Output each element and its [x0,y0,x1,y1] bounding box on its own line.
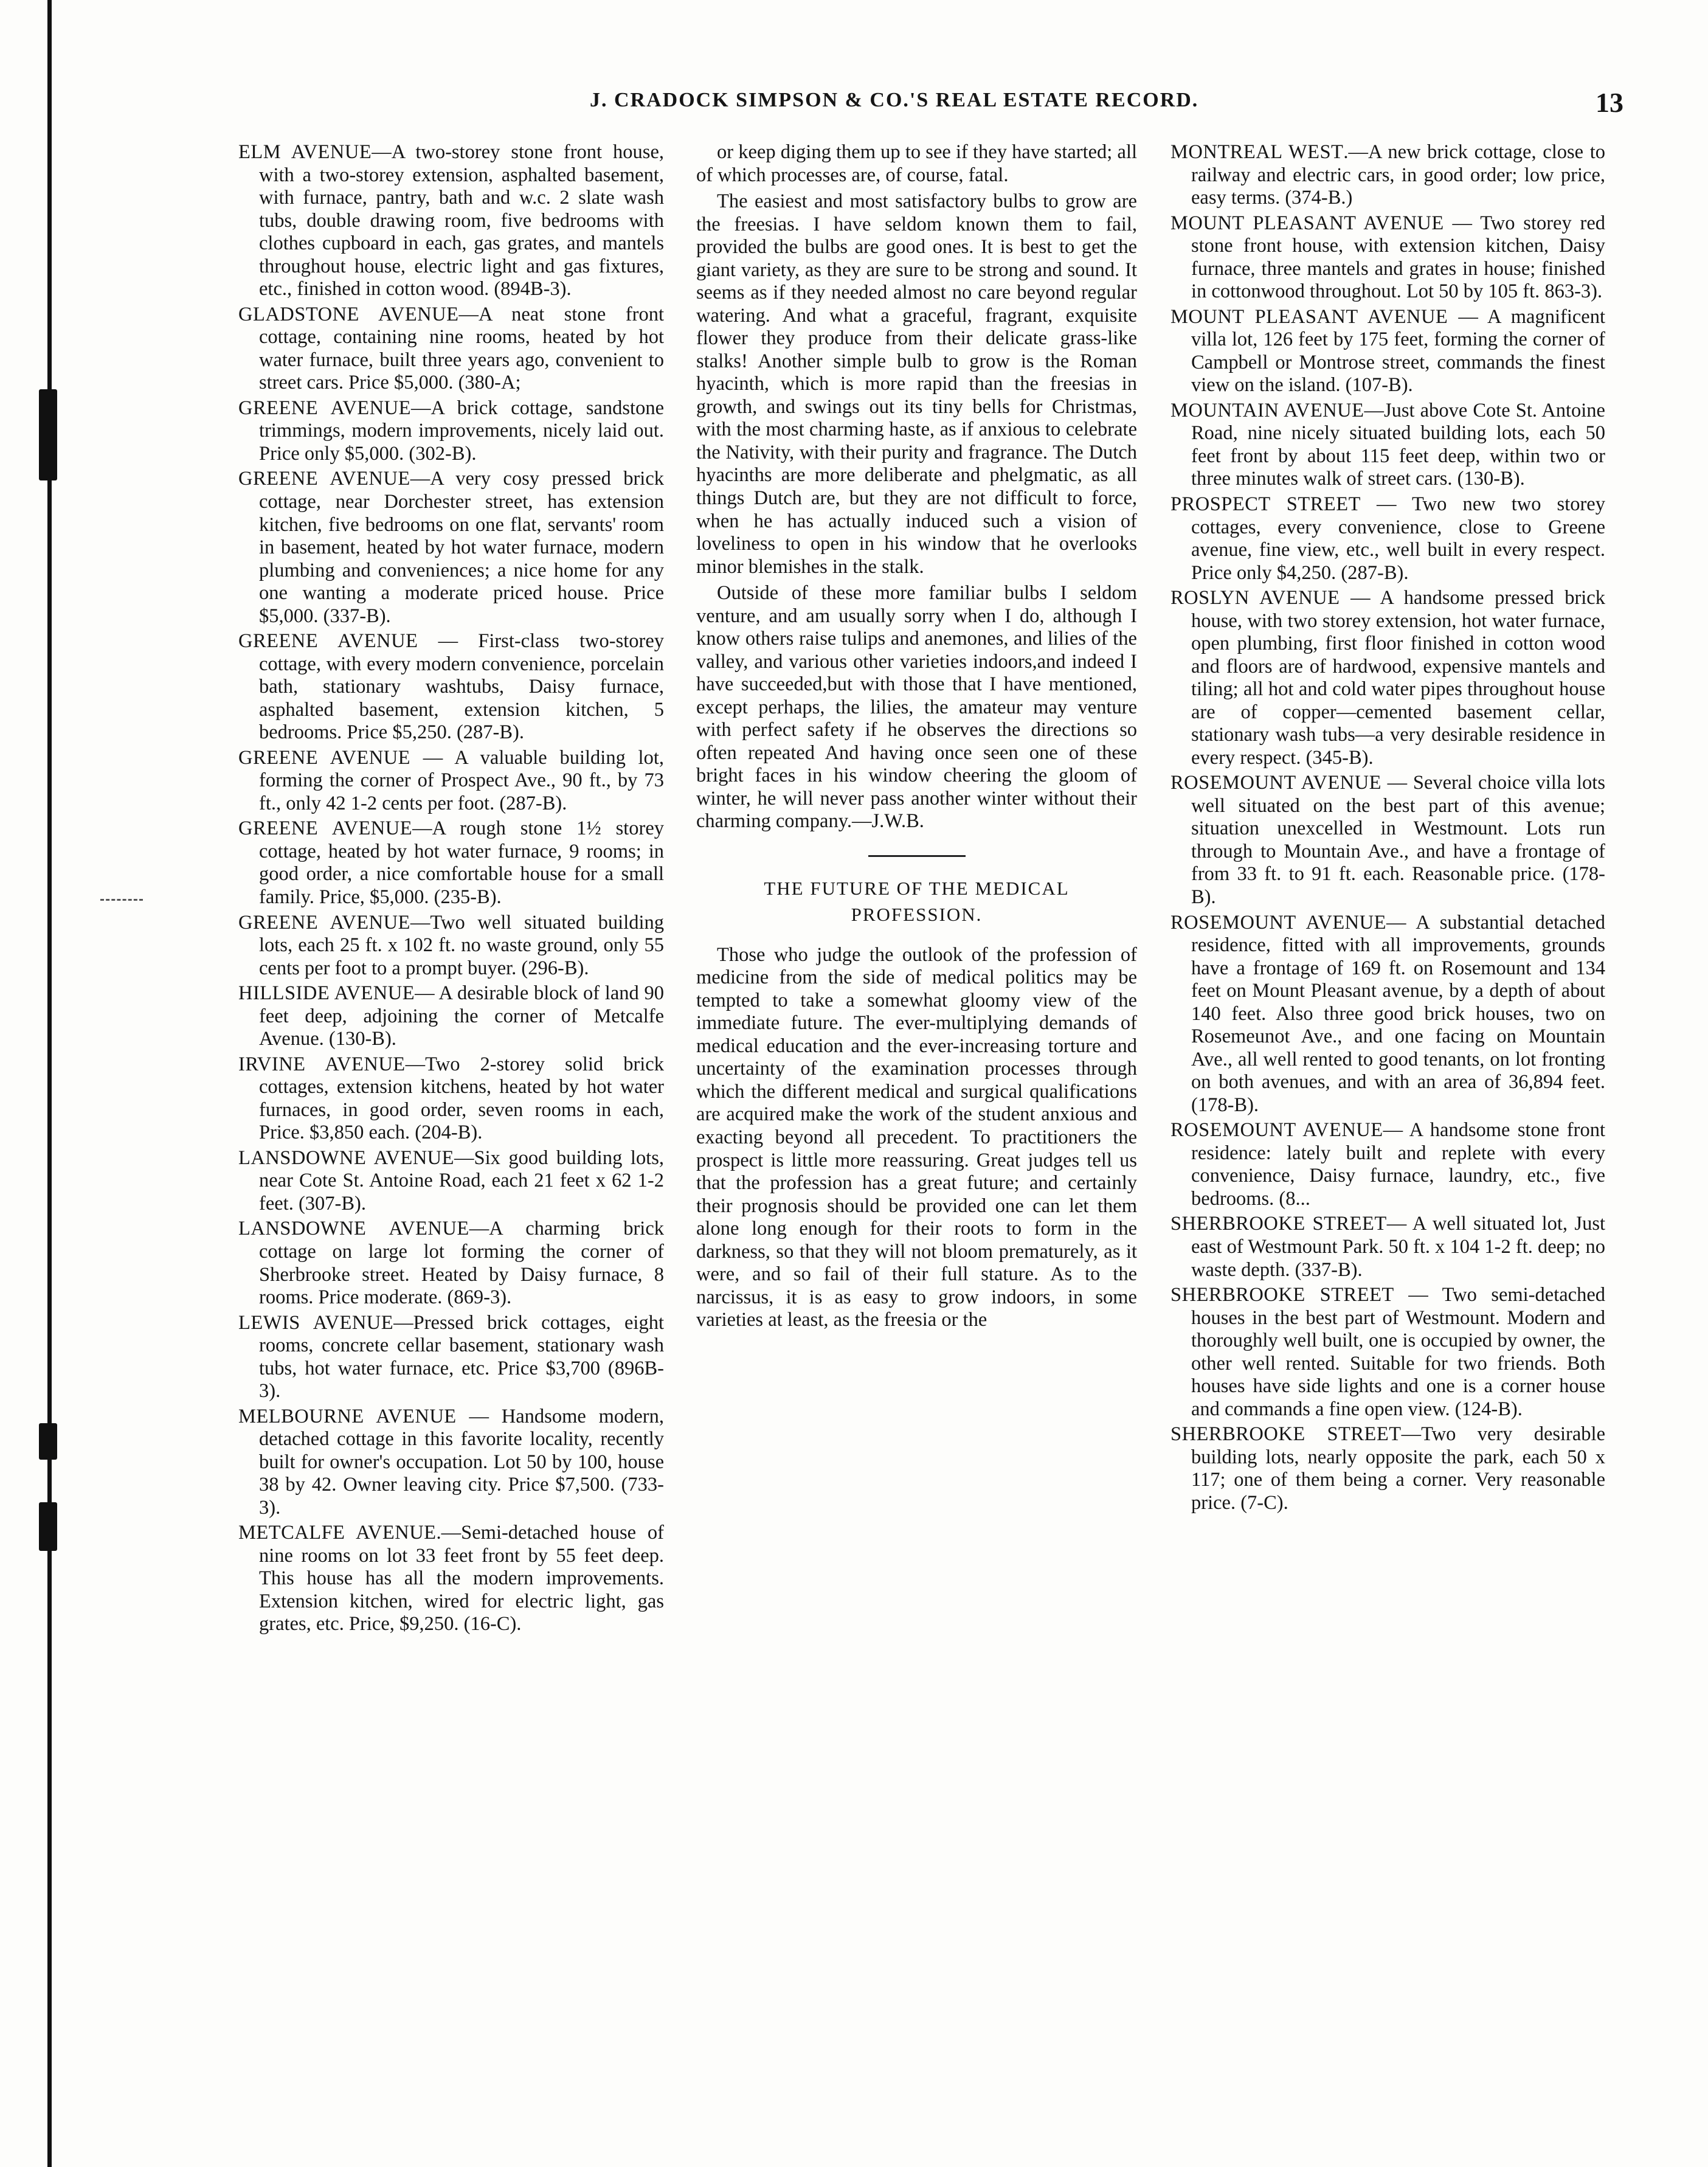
listing-entry [1170,1284,1605,1421]
listing-description: — Two semi-detached houses in the best part of Westmount. Modern and thoroughly well built, one is occupied by owner, the other well rented. Suitable for two friends. Both houses have side lights and one is a corner house and commands a fine open view. (124-B). [1191,1284,1605,1420]
column-listings-left [238,141,664,1990]
article-paragraph: The easiest and most satisfactory bulbs to grow are the freesias. I have seldom known them to fail, provided the bulbs are good ones. It is best to get the giant variety, as they are sure to be strong and sound. It seems as if they needed almost no care beyond regular watering. And what a graceful, fragrant, exquisite flower they produce from their delicate grass-like stalks! Another simple bulb to grow is the Roman hyacinth, which is more rapid than the freesias in growth, and swings out its tiny bells for Christmas, with the most charming haste, as if anxious to celebrate the Nativity, with their purity and fragrance. The Dutch hyacinths are more deliberate and phelgmatic, as all things Dutch are, but they are not difficult to force, when he has actually induced such a vision of loveliness to open in his window that he overlooks minor blemishes in the stalk. [696,190,1137,578]
listing-street: GREENE AVENUE [238,397,411,419]
section-divider [868,855,966,857]
listing-entry [1170,772,1605,909]
listing-description: — Two storey red stone front house, with extension kitchen, Daisy furnace, three mantels and grates in house; finished in cottonwood throughout. Lot 50 by 105 ft. 863-3). [1191,212,1605,303]
listing-street: MOUNT PLEASANT AVENUE [1170,212,1444,234]
listing-street: GREENE AVENUE [238,468,410,490]
listing-street: GLADSTONE AVENUE [238,303,459,325]
section-heading-line: PROFESSION. [851,904,983,926]
margin-mark [100,899,143,901]
listing-entry [238,1522,664,1636]
binding-edge [47,0,52,2167]
listing-description: — A valuable building lot, forming the corner of Prospect Ave., 90 ft., by 73 ft., only 42 1-2 cents per foot. (287-B). [259,746,664,814]
listing-description: — Two new two storey cottages, every convenience, close to Greene avenue, fine view, etc., well built in every respect. Price only $4,250. (287-B). [1191,493,1605,584]
listing-entry [238,912,664,980]
listing-entry [238,982,664,1051]
listing-entry [238,1147,664,1216]
listing-street: IRVINE AVENUE [238,1053,406,1075]
listing-entry [238,630,664,744]
listing-entry [1170,1213,1605,1281]
listing-entry [238,468,664,628]
listing-street: ELM AVENUE [238,141,372,163]
listing-street: ROSEMOUNT AVENUE [1170,772,1381,794]
listing-description: —A two-storey stone front house, with a two-storey extension, asphalted basement, with furnace, pantry, bath and w.c. 2 slate wash tubs, double drawing room, five bedrooms with clothes cupboard in each, gas grates, and mantels throughout house, electric light and gas fixtures, etc., finished in cotton wood. (894B-3). [259,141,664,300]
listing-description: — A handsome pressed brick house, with two storey extension, hot water furnace, open plumbing, first floor finished in cotton wood and floors are of hardwood, expensive mantels and tiling; all hot and cold water pipes throughout house are of copper—cemented basement cellar, stationary wash tubs—a very desirable residence in every respect. (345-B). [1191,587,1605,769]
listing-description: —Two 2-storey solid brick cottages, extension kitchens, heated by hot water furnaces, in good order, seven rooms in each, Price. $3,850 each. (204-B). [259,1053,664,1144]
article-paragraph: Those who judge the outlook of the profession of medicine from the side of medical politics may be tempted to take a somewhat gloomy view of the immediate future. The ever-multiplying demands of medical education and the ever-increasing torture and uncertainty of the examination processes through which the different medical and surgical qualifications are acquired make the work of the student anxious and exacting beyond all precedent. To practitioners the prospect is little more reassuring. Great judges tell us that the profession has a great future; and certainly their prognosis should be provided one can let them alone long enough for their roots to form in the darkness, so that they will not bloom prematurely, as it were, and so fail of their full stature. As to the narcissus, it is as easy to grow indoors, in some varieties at least, as the freesia or the [696,943,1137,1331]
listing-entry [1170,400,1605,491]
listing-street: SHERBROOKE STREET [1170,1284,1394,1306]
listing-street: GREENE AVENUE [238,746,411,769]
listing-description: —Six good building lots, near Cote St. Antoine Road, each 21 feet x 62 1-2 feet. (307-B). [259,1146,664,1215]
listing-description: .—A new brick cottage, close to railway and electric cars, in good order; low price, easy terms. (374-B.) [1191,141,1605,209]
listing-street: MONTREAL WEST [1170,141,1344,163]
listing-description: — Handsome modern, detached cottage in this favorite locality, recently built for owner's occupation. Lot 50 by 100, house 38 by 42. Owner leaving city. Price $7,500. (733-3). [259,1405,664,1519]
listing-entry [1170,912,1605,1117]
listing-entry [238,747,664,816]
running-header [590,89,1623,125]
listing-entry [1170,141,1605,210]
listing-street: GREENE AVENUE [238,817,413,840]
listing-street: ROSEMOUNT AVENUE [1170,1119,1383,1142]
listing-description: —A brick cottage, sandstone trimmings, modern improvements, nicely laid out. Price only $5,000. (302-B). [259,397,664,465]
listing-street: GREENE AVENUE [238,630,418,653]
section-heading-line: THE FUTURE OF THE MEDICAL [764,877,1070,899]
binding-mark [39,1423,57,1460]
listing-street: LANSDOWNE AVENUE [238,1146,454,1169]
listing-description: — Several choice villa lots well situated on the best part of this avenue; situation unexcelled in Westmount. Lots run through to Mountain Ave., and have a frontage of from 33 ft. to 91 ft. each. Reasonable price. (178-B). [1191,772,1605,908]
binding-mark [39,1502,57,1551]
listing-entry [238,1406,664,1520]
header-title: J. CRADOCK SIMPSON & CO.'S REAL ESTATE RECORD. [590,89,1199,111]
listing-description: —A neat stone front cottage, containing nine rooms, heated by hot water furnace, built three years ago, convenient to street cars. Price $5,000. (380-A; [259,303,664,394]
listing-entry [1170,212,1605,303]
listing-entry [238,817,664,909]
listing-street: SHERBROOKE STREET [1170,1423,1402,1446]
listing-description: —Two well situated building lots, each 25 ft. x 102 ft. no waste ground, only 55 cents per foot to a prompt buyer. (296-B). [259,911,664,979]
listing-entry [238,1312,664,1403]
listing-entry [238,303,664,395]
listing-street: GREENE AVENUE [238,911,410,934]
listing-street: ROSLYN AVENUE [1170,587,1340,609]
listing-description: —A rough stone 1½ storey cottage, heated by hot water furnace, 9 rooms; in good order, a nice comfortable house for a small family. Price, $5,000. (235-B). [259,817,664,908]
listing-entry [238,141,664,301]
listing-description: — First-class two-storey cottage, with every modern convenience, porcelain bath, stationary washtubs, Daisy furnace, asphalted basement, extension kitchen, 5 bedrooms. Price $5,250. (287-B). [259,630,664,744]
listing-description: — A substantial detached residence, fitted with all improvements, grounds have a frontage of 169 ft. on Rosemount and 134 feet on Mount Pleasant avenue, by a depth of about 140 feet. Also three good brick houses, two on Rosemeunot Ave., and one facing on Mountain Ave., all well rented to good tenants, on lot fronting on both avenues, and with an area of 36,894 feet. (178-B). [1191,911,1605,1116]
listing-description: —Just above Cote St. Antoine Road, nine nicely situated building lots, each 50 feet front by about 115 feet deep, within two or three minutes walk of street cars. (130-B). [1191,399,1605,490]
listing-street: METCALFE AVENUE [238,1522,437,1544]
listing-entry [1170,587,1605,769]
listing-street: ROSEMOUNT AVENUE [1170,911,1386,934]
listing-street: MELBOURNE AVENUE [238,1405,457,1427]
column-article [696,141,1137,1990]
listing-street: MOUNTAIN AVENUE [1170,399,1364,421]
listing-street: SHERBROOKE STREET [1170,1213,1387,1235]
listing-street: LANSDOWNE AVENUE [238,1218,469,1240]
listing-street: MOUNT PLEASANT AVENUE [1170,305,1448,328]
listing-entry [1170,1119,1605,1210]
article-paragraph: or keep diging them up to see if they have started; all of which processes are, of course, fatal. [696,141,1137,186]
listing-entry [238,1053,664,1145]
listing-description: .—Semi-detached house of nine rooms on lot 33 feet front by 55 feet deep. This house has all the modern improvements. Extension kitchen, wired for electric light, gas grates, etc. Price, $9,250. (16-C). [259,1522,664,1635]
listing-entry [1170,1423,1605,1514]
column-listings-right [1170,141,1605,1990]
listing-street: LEWIS AVENUE [238,1311,394,1334]
listing-entry [238,1218,664,1309]
listing-entry [238,397,664,466]
article-paragraph: Outside of these more familiar bulbs I seldom venture, and am usually sorry when I do, although I know others raise tulips and anemones, and lilies of the valley, and various other varieties indoors,and indeed I have succeeded,but with those that I have mentioned, except perhaps, the lilies, the amateur may venture with perfect safety if he observes the directions so often repeated And having once seen one of these bright faces in his window cheering the gloom of winter, he will never pass another winter without their charming company.—J.W.B. [696,582,1137,833]
article-continuation [696,141,1137,833]
listing-description: — A desirable block of land 90 feet deep, adjoining the corner of Metcalfe Avenue. (130-B). [259,982,664,1050]
section-heading [696,875,1137,928]
listing-description: — A magnificent villa lot, 126 feet by 175 feet, forming the corner of Campbell or Montrose street, commands the finest view on the island. (107-B). [1191,305,1605,397]
listing-description: — A well situated lot, Just east of Westmount Park. 50 ft. x 104 1-2 ft. deep; no waste depth. (337-B). [1191,1213,1605,1281]
binding-mark [39,389,57,480]
medical-article [696,944,1137,1332]
page-number: 13 [1596,87,1623,118]
listing-description: — A handsome stone front residence: lately built and replete with every convenience, Daisy furnace, laundry, etc., five bedrooms. (8... [1191,1119,1605,1210]
listing-entry [1170,306,1605,397]
listing-description: —Two very desirable building lots, nearly opposite the park, each 50 x 117; one of them being a corner. Very reasonable price. (7-C). [1191,1423,1605,1514]
listing-street: PROSPECT STREET [1170,493,1361,515]
listing-entry [1170,493,1605,584]
listing-street: HILLSIDE AVENUE [238,982,415,1005]
listing-description: —A charming brick cottage on large lot forming the corner of Sherbrooke street. Heated by Daisy furnace, 8 rooms. Price moderate. (869-3). [259,1218,664,1309]
listing-description: —A very cosy pressed brick cottage, near Dorchester street, has extension kitchen, five bedrooms on one flat, servants' room in basement, heated by hot water furnace, modern plumbing and conveniences; a nice home for any one wanting a moderate priced house. Price $5,000. (337-B). [259,468,664,627]
listing-description: —Pressed brick cottages, eight rooms, concrete cellar basement, stationary wash tubs, hot water furnace, etc. Price $3,700 (896B-3). [259,1311,664,1402]
